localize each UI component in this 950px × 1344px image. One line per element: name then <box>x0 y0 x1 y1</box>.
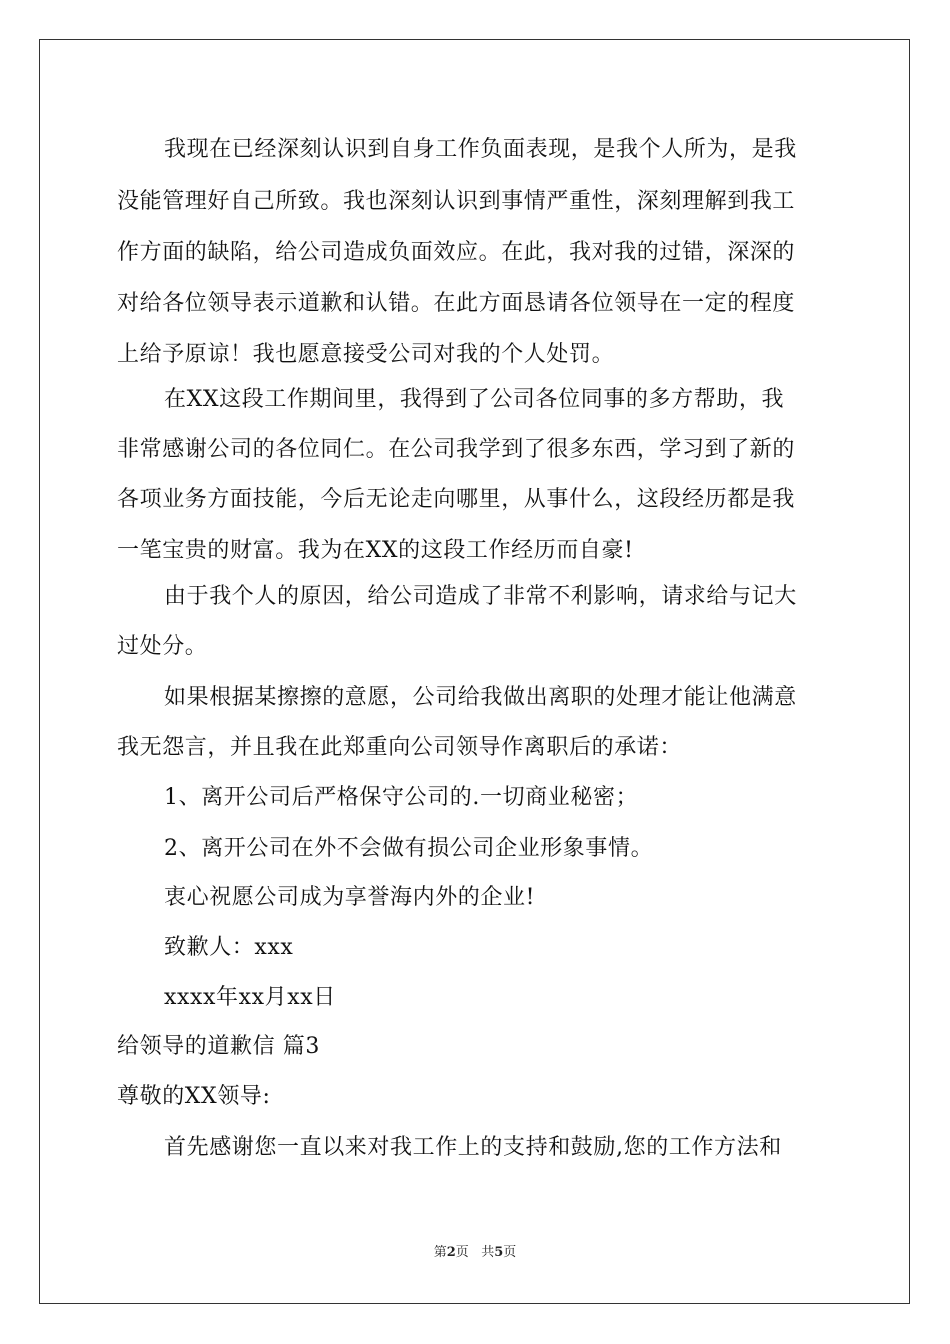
section-heading: 给领导的道歉信 篇3 <box>117 1034 320 1059</box>
signature: 致歉人：xxx <box>164 935 294 960</box>
paragraph-line: 上给予原谅！我也愿意接受公司对我的个人处罚。 <box>117 342 615 367</box>
footer-prefix: 第 <box>433 1245 447 1260</box>
footer-suffix: 页 <box>503 1245 517 1260</box>
paragraph-line: 如果根据某擦擦的意愿，公司给我做出离职的处理才能让他满意 <box>164 685 797 710</box>
paragraph-line: 由于我个人的原因，给公司造成了非常不利影响，请求给与记大 <box>164 584 797 609</box>
paragraph-line: 作方面的缺陷，给公司造成负面效应。在此，我对我的过错，深深的 <box>117 240 796 265</box>
letter-date: xxxx年xx月xx日 <box>164 985 336 1010</box>
page-border <box>39 39 910 1304</box>
closing-wish: 衷心祝愿公司成为享誉海内外的企业! <box>164 885 536 910</box>
paragraph-line: 首先感谢您一直以来对我工作上的支持和鼓励,您的工作方法和 <box>164 1135 782 1160</box>
paragraph-line: 我现在已经深刻认识到自身工作负面表现，是我个人所为，是我 <box>164 137 797 162</box>
paragraph-line: 我无怨言，并且我在此郑重向公司领导作离职后的承诺： <box>117 735 683 760</box>
paragraph-line: 非常感谢公司的各位同仁。在公司我学到了很多东西，学习到了新的 <box>117 437 796 462</box>
footer-total-pages: 5 <box>494 1245 504 1260</box>
salutation: 尊敬的XX领导: <box>117 1084 271 1109</box>
footer-middle: 页 共 <box>455 1245 495 1260</box>
paragraph-line: 在XX这段工作期间里，我得到了公司各位同事的多方帮助，我 <box>164 387 785 412</box>
paragraph-line: 没能管理好自己所致。我也深刻认识到事情严重性，深刻理解到我工 <box>117 189 796 214</box>
footer-page-number: 2 <box>446 1245 456 1260</box>
list-item: 1、离开公司后严格保守公司的.一切商业秘密； <box>164 785 639 810</box>
paragraph-line: 一笔宝贵的财富。我为在XX的这段工作经历而自豪! <box>117 538 634 563</box>
page-footer <box>0 1245 950 1261</box>
paragraph-line: 各项业务方面技能，今后无论走向哪里，从事什么，这段经历都是我 <box>117 487 796 512</box>
list-item: 2、离开公司在外不会做有损公司企业形象事情。 <box>164 836 654 861</box>
paragraph-line: 对给各位领导表示道歉和认错。在此方面恳请各位领导在一定的程度 <box>117 291 796 316</box>
paragraph-line: 过处分。 <box>117 634 208 659</box>
